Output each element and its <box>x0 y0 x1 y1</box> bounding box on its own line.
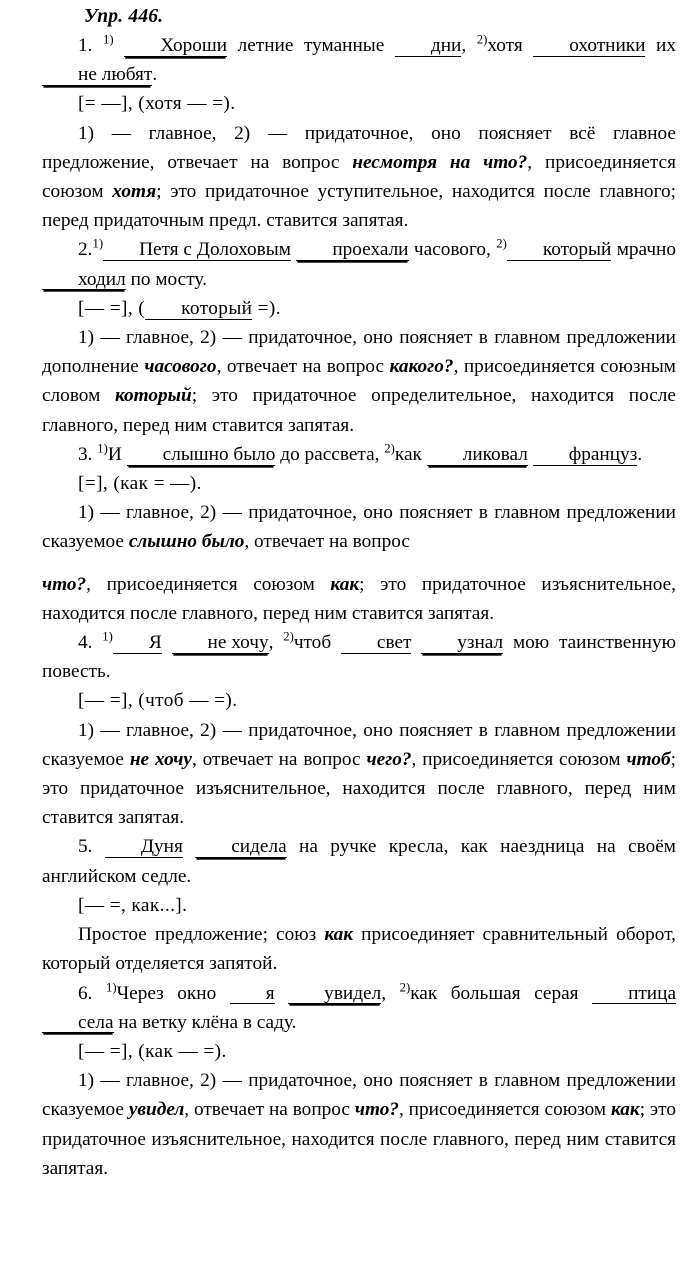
analysis-text: ; это придаточное изъяснительное, находится после главного, перед ним ставится запятая. <box>42 748 676 829</box>
analysis-text: , присоединяется союзом <box>86 573 331 595</box>
plain-text: Через окно <box>116 982 230 1004</box>
clause-marker-1: 1) <box>102 629 113 644</box>
exercise-item-1-sentence <box>42 31 676 89</box>
question-phrase: какого? <box>389 356 454 378</box>
plain-text: летние туманные <box>227 35 395 56</box>
plain-text <box>275 983 289 1004</box>
predicate-phrase: увидел <box>128 1099 185 1121</box>
exercise-item-4-sentence <box>42 628 676 686</box>
clause-marker-2: 2) <box>399 980 411 995</box>
subject-word: который <box>507 240 612 261</box>
analysis-text: , отвечает на вопрос <box>216 356 390 378</box>
predicate-word: ликовал <box>427 445 528 466</box>
clause-marker-1: 1) <box>103 32 114 47</box>
plain-text: хотя <box>487 35 534 56</box>
clause-marker-1: 1) <box>92 237 104 251</box>
plain-text: , <box>461 35 477 56</box>
analysis-text: Простое предложение; союз <box>78 924 325 946</box>
exercise-item-4-scheme: [— =], (чтоб — =). <box>78 690 238 712</box>
predicate-word: слышно было <box>127 445 276 466</box>
plain-text: , <box>381 982 400 1004</box>
subject-word: дни <box>395 36 461 57</box>
exercise-item-2-scheme <box>42 294 676 323</box>
item-number: 1. <box>78 35 93 56</box>
analysis-text: , отвечает на вопрос <box>184 1099 355 1121</box>
predicate-phrase: слышно было <box>128 531 245 553</box>
analysis-text: , присоединяется союзом <box>411 748 627 770</box>
exercise-item-6-analysis <box>42 1066 676 1183</box>
conjunction-word: как <box>610 1099 640 1121</box>
object-word: часового <box>144 356 217 378</box>
clause-marker-1: 1) <box>97 441 108 456</box>
clause-marker-2: 2) <box>283 629 294 644</box>
subject-word: птица <box>592 984 676 1005</box>
item-number: 2. <box>78 239 93 261</box>
column-break-gap <box>42 557 676 570</box>
exercise-item-6-scheme: [— =], (как — =). <box>78 1040 227 1062</box>
plain-text: на ручке кресла, как наездница на своём английском седле. <box>42 836 676 887</box>
plain-text: . <box>152 64 158 86</box>
analysis-text: ; это придаточное изъяснительное, находится после главного, перед ним ставится запятая. <box>42 573 676 624</box>
question-phrase: что? <box>42 573 87 595</box>
plain-text: их <box>645 35 677 56</box>
exercise-item-2-sentence <box>42 235 676 293</box>
item-number: 5. <box>78 836 93 858</box>
analysis-text: , отвечает на вопрос <box>191 748 367 770</box>
item-number: 3. <box>78 443 93 465</box>
exercise-item-4-analysis <box>42 716 676 833</box>
question-phrase: чего? <box>366 748 412 770</box>
conjunction-word: чтоб <box>626 748 671 770</box>
item-number: 4. <box>78 632 93 654</box>
analysis-text: , присоединяется союзом <box>398 1099 611 1121</box>
plain-text <box>411 632 421 653</box>
item-number: 6. <box>78 982 93 1004</box>
exercise-item-3-analysis-part2 <box>42 570 676 628</box>
exercise-item-1-analysis <box>42 119 676 236</box>
predicate-word: села <box>42 1013 114 1034</box>
predicate-word: проехали <box>296 240 408 261</box>
exercise-item-3-sentence <box>42 440 676 469</box>
clause-marker-2: 2) <box>384 441 395 456</box>
plain-text: чтоб <box>293 632 341 654</box>
exercise-item-5-scheme: [— =, как...]. <box>78 894 188 916</box>
clause-marker-2: 2) <box>476 32 488 47</box>
predicate-word: не хочу <box>172 633 269 654</box>
plain-text: на ветку клёна в саду. <box>113 1011 297 1033</box>
exercise-item-2-analysis <box>42 323 676 440</box>
exercise-item-3-analysis-part1 <box>42 498 676 556</box>
scheme-subject-word: который <box>145 299 252 320</box>
exercise-item-1-scheme: [= —], (хотя — =). <box>78 93 236 115</box>
subject-word: француз <box>533 445 638 466</box>
plain-text: часового, <box>408 239 497 261</box>
subject-word: охотники <box>533 36 645 57</box>
question-phrase: что? <box>354 1099 399 1121</box>
analysis-text: 1) — главное, 2) — придаточное, оно поясняет всё главное предложение, отвечает на вопрос <box>42 122 676 173</box>
plain-text <box>162 632 172 653</box>
plain-text: до рассвета, <box>275 443 385 465</box>
exercise-item-5-analysis <box>42 920 676 978</box>
plain-text: мрачно <box>611 239 676 261</box>
subject-word: Петя с Долоховым <box>103 240 291 261</box>
analysis-text: 1) — главное, 2) — придаточное, оно поясняет в главном предложении сказуемое <box>42 502 676 553</box>
conjunction-word: хотя <box>112 181 157 203</box>
subject-word: свет <box>341 633 412 654</box>
predicate-word: увидел <box>288 984 381 1005</box>
subject-word: Дуня <box>105 837 183 858</box>
analysis-text: , отвечает на вопрос <box>244 531 410 553</box>
analysis-text: ; это придаточное определительное, находится после главного, перед ним ставится запятая. <box>42 385 676 436</box>
conjunction-word: как <box>324 924 354 946</box>
plain-text: И <box>107 443 127 465</box>
page-content <box>42 6 676 1183</box>
question-phrase: несмотря на что? <box>352 151 528 173</box>
predicate-word: сидела <box>195 837 286 858</box>
analysis-text: , присоединяется союзом <box>42 151 676 203</box>
plain-text: мою таинственную повесть. <box>42 632 677 683</box>
clause-marker-1: 1) <box>106 980 117 995</box>
clause-marker-2: 2) <box>496 237 507 251</box>
plain-text: . <box>637 443 643 465</box>
predicate-word: Хороши <box>124 36 227 57</box>
exercise-item-5-sentence <box>42 832 676 890</box>
subject-word: Я <box>113 633 162 654</box>
analysis-text: ; это придаточное уступительное, находится после главного; перед придаточным предл. ставится запятая. <box>42 181 676 232</box>
analysis-text: 1) — главное, 2) — придаточное, оно поясняет в главном предложении сказуемое <box>42 719 676 770</box>
scheme-text: [— =], ( <box>78 297 146 319</box>
analysis-text: 1) — главное, 2) — придаточное, оно поясняет в главном предложении дополнение <box>42 327 676 378</box>
exercise-title: Упр. 446. <box>84 6 164 27</box>
plain-text: по мосту. <box>125 268 207 290</box>
predicate-phrase: не хочу <box>129 748 192 770</box>
conjunction-word: как <box>330 573 360 595</box>
plain-text <box>183 836 195 857</box>
plain-text: как <box>394 443 427 465</box>
exercise-item-6-sentence <box>42 979 676 1037</box>
plain-text: , <box>268 632 284 654</box>
analysis-text: присоединяет сравнительный оборот, который отделяется запятой. <box>42 924 676 975</box>
subject-word: я <box>230 984 275 1005</box>
plain-text: как большая серая <box>410 982 593 1004</box>
scheme-text: =). <box>252 297 281 319</box>
analysis-text: ; это придаточное изъяснительное, находится после главного, перед ним ставится запятая. <box>42 1099 676 1179</box>
exercise-item-3-scheme: [=], (как = —). <box>78 473 202 495</box>
predicate-word: узнал <box>421 633 503 654</box>
predicate-word: не любят <box>42 65 152 86</box>
analysis-text: 1) — главное, 2) — придаточное, оно поясняет в главном предложении сказуемое <box>42 1070 676 1121</box>
analysis-text: , присоединяется союзным словом <box>42 356 676 407</box>
predicate-word: ходил <box>42 270 126 291</box>
conjunction-word: который <box>114 385 192 407</box>
